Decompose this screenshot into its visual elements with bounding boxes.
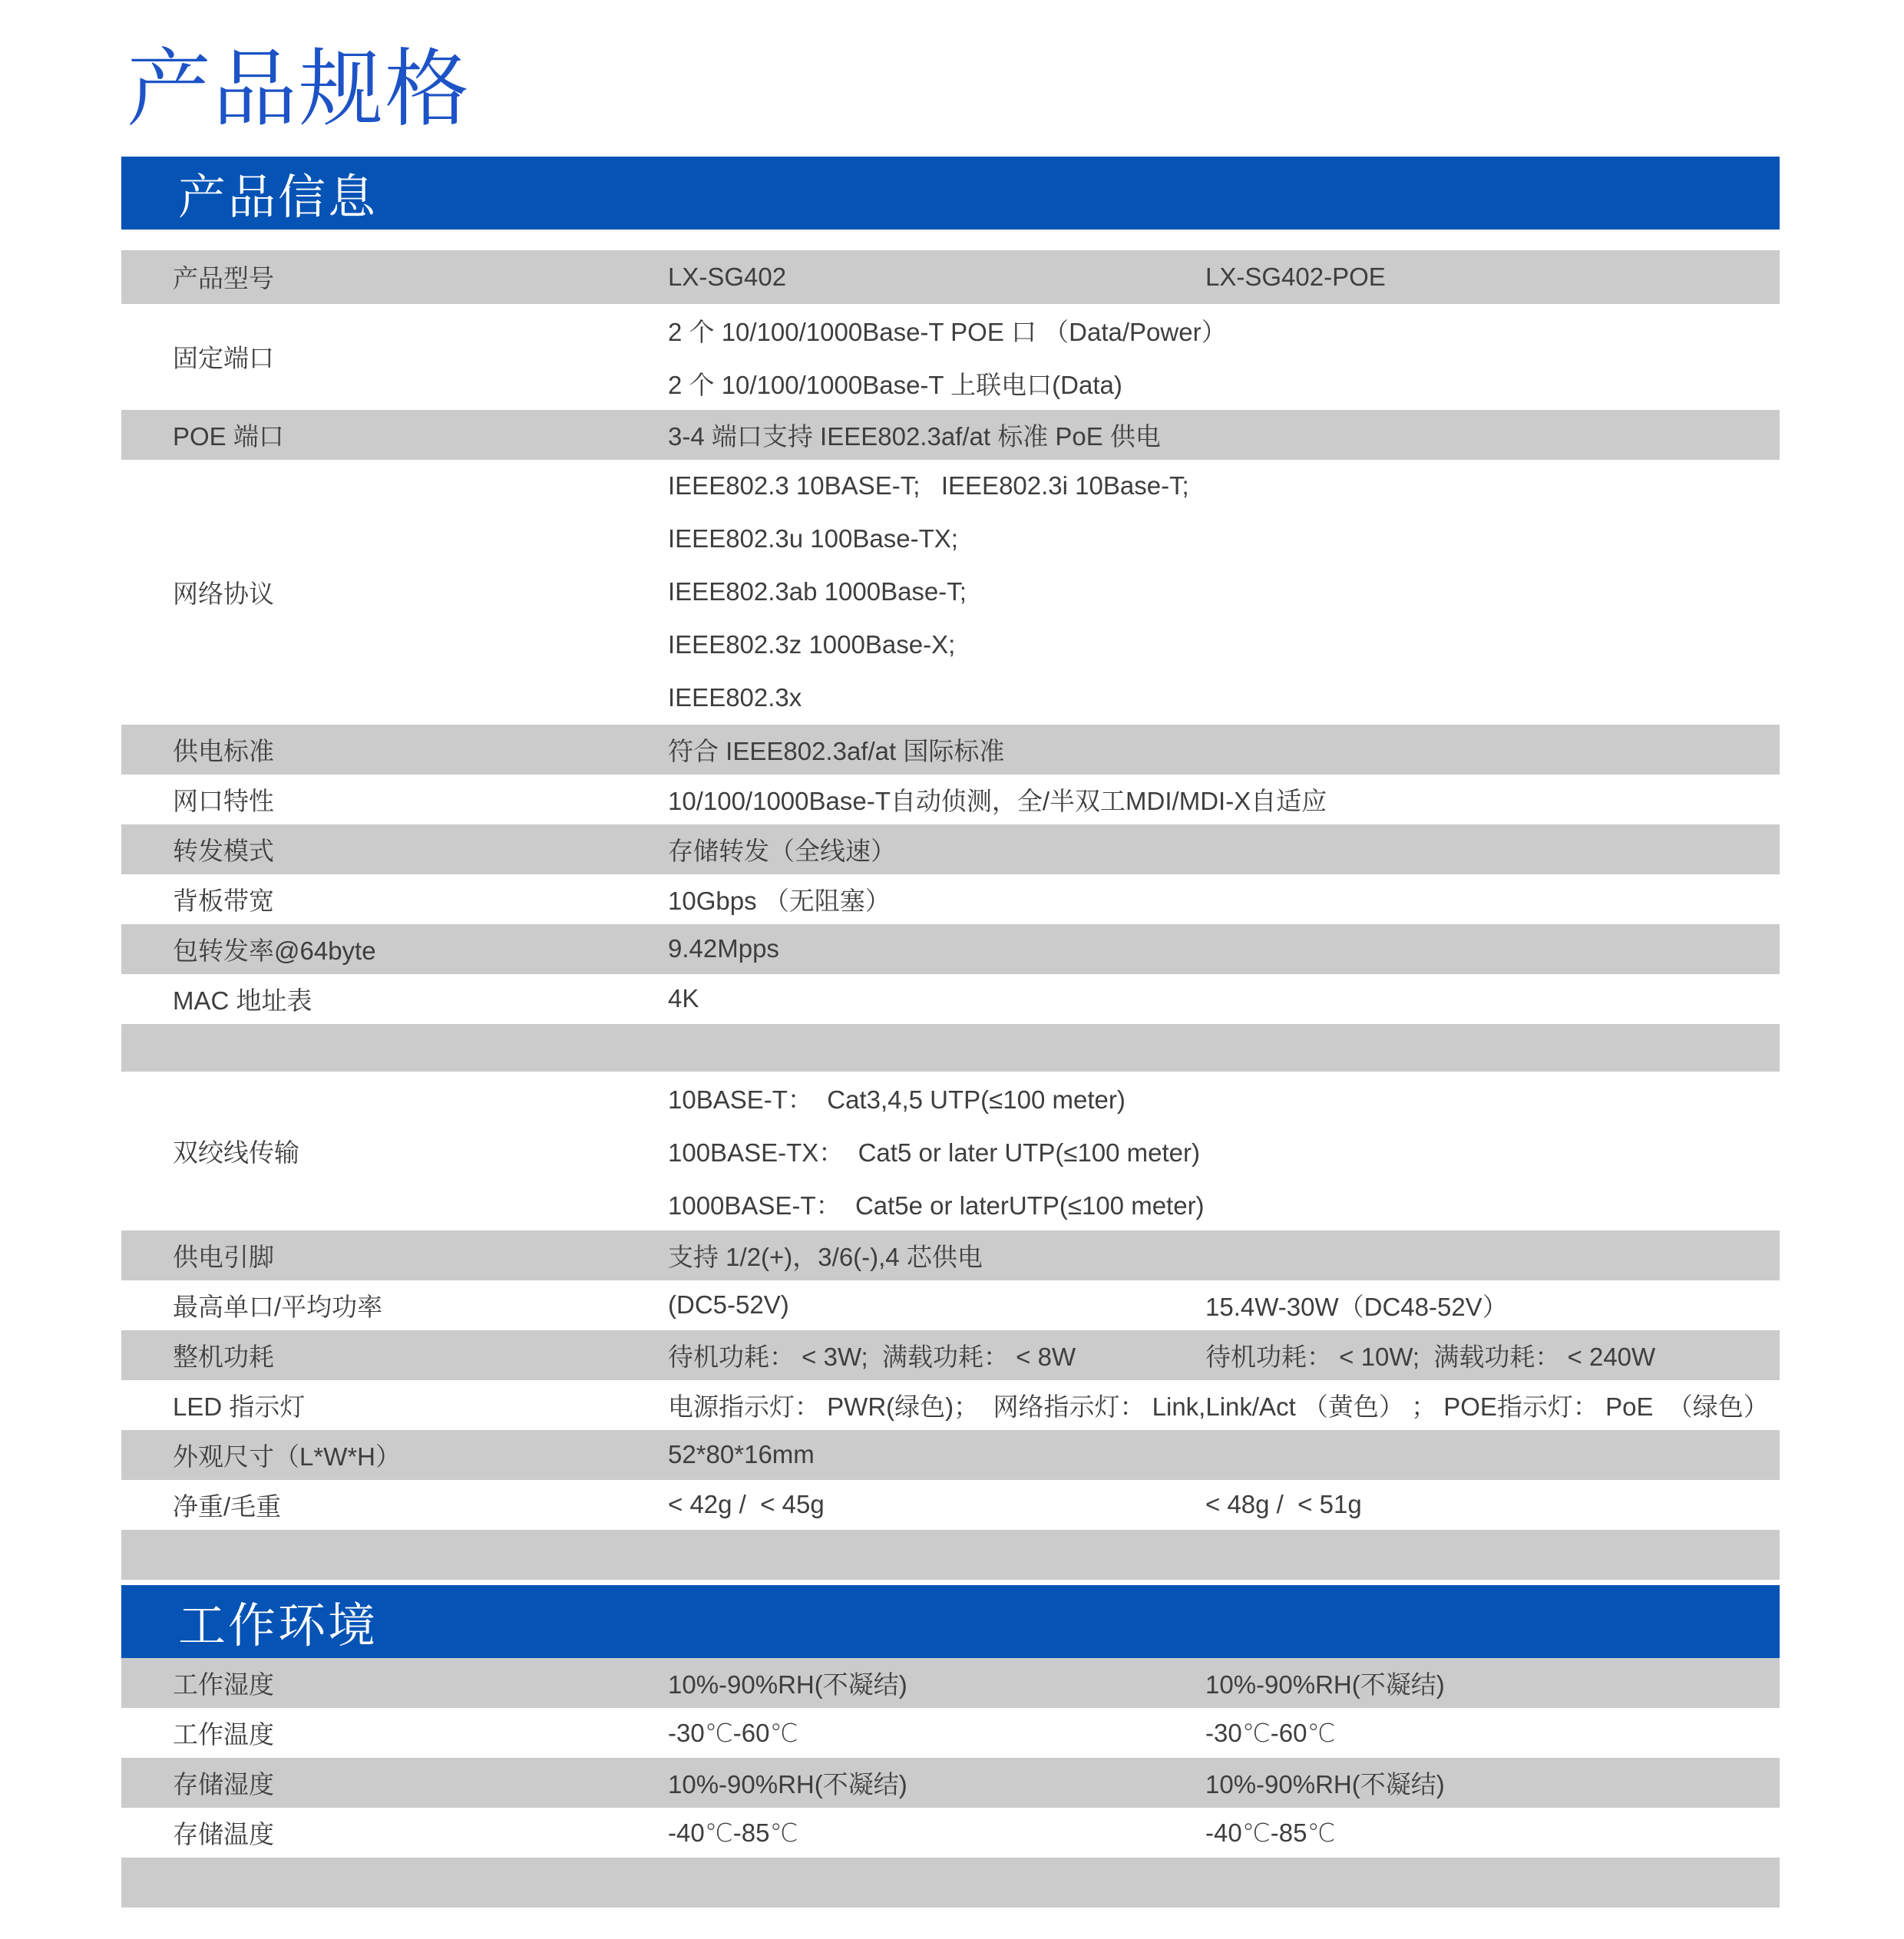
- row-value: 存储转发（全线速）: [668, 836, 896, 865]
- spec-document: [121, 157, 1780, 1908]
- table-row-spacer: [121, 1530, 1780, 1580]
- row-value: IEEE802.3z 1000Base-X;: [668, 630, 956, 659]
- row-value: 支持 1/2(+)，3/6(-),4 芯供电: [668, 1242, 983, 1271]
- table-row-mac-table: [121, 974, 1780, 1024]
- table-row-max-power: [121, 1280, 1780, 1330]
- row-value: 1000BASE-T： Cat5e or laterUTP(≤100 meter): [668, 1191, 1205, 1220]
- row-label: 存储温度: [173, 1819, 274, 1848]
- section-banner-work-environment: 工作环境: [121, 1585, 1780, 1658]
- table-row-model: [121, 250, 1780, 304]
- table-row-operating-humidity: [121, 1658, 1780, 1708]
- row-label: 网口特性: [173, 786, 274, 815]
- row-value: 4K: [668, 984, 699, 1013]
- row-label: 工作湿度: [173, 1670, 274, 1699]
- table-row-packet-rate: [121, 924, 1780, 974]
- row-value: 10Gbps （无阻塞）: [668, 886, 891, 915]
- row-value: 52*80*16mm: [668, 1440, 815, 1469]
- row-value: -30℃-60℃: [1205, 1718, 1336, 1747]
- work-environment-table: [121, 1658, 1780, 1908]
- row-label: 双绞线传输: [173, 1138, 299, 1167]
- row-label: 转发模式: [173, 836, 274, 865]
- row-value: 2 个 10/100/1000Base-T POE 口 （Data/Power）: [668, 317, 1227, 346]
- row-value: < 48g / < 51g: [1205, 1490, 1362, 1519]
- table-row-poe-ports: [121, 410, 1780, 460]
- row-value: LX-SG402-POE: [1205, 262, 1386, 291]
- row-value: 电源指示灯： PWR(绿色)； 网络指示灯： Link,Link/Act （黄色） ； POE指示灯： PoE （绿色）: [668, 1392, 1769, 1421]
- row-label: 工作温度: [173, 1719, 274, 1749]
- table-row-led-indicators: [121, 1380, 1780, 1430]
- page-title: 产品规格: [127, 42, 471, 137]
- row-label: 外观尺寸（L*W*H）: [173, 1442, 402, 1471]
- table-row-spacer: [121, 1858, 1780, 1908]
- table-row-dimensions: [121, 1430, 1780, 1480]
- row-label: 存储湿度: [173, 1769, 274, 1799]
- row-label: 整机功耗: [173, 1342, 274, 1371]
- row-value: IEEE802.3u 100Base-TX;: [668, 524, 958, 553]
- table-row-forwarding-mode: [121, 824, 1780, 874]
- table-row-spacer: [121, 1024, 1780, 1072]
- row-value: -40℃-85℃: [668, 1818, 798, 1847]
- row-label: POE 端口: [173, 421, 284, 451]
- row-value: 待机功耗： < 10W; 满载功耗： < 240W: [1205, 1342, 1656, 1371]
- row-value: IEEE802.3x: [668, 683, 802, 712]
- row-value: 10%-90%RH(不凝结): [1205, 1769, 1445, 1799]
- row-value: IEEE802.3 10BASE-T; IEEE802.3i 10Base-T;: [668, 471, 1189, 500]
- row-label: 产品型号: [173, 264, 274, 293]
- row-value: 100BASE-TX： Cat5 or later UTP(≤100 meter): [668, 1138, 1201, 1167]
- product-info-table: [121, 250, 1780, 1580]
- table-row-backplane-bandwidth: [121, 874, 1780, 924]
- row-value: 10BASE-T： Cat3,4,5 UTP(≤100 meter): [668, 1085, 1126, 1114]
- table-row-power-standard: [121, 725, 1780, 775]
- section-banner-product-info: 产品信息: [121, 157, 1780, 230]
- row-value: 3-4 端口支持 IEEE802.3af/at 标准 PoE 供电: [668, 421, 1161, 451]
- row-value: 10/100/1000Base-T自动侦测，全/半双工MDI/MDI-X自适应: [668, 786, 1327, 815]
- row-label: 固定端口: [173, 344, 274, 373]
- row-label: 背板带宽: [173, 886, 274, 915]
- row-label: 包转发率@64byte: [173, 936, 376, 965]
- row-value: 待机功耗： < 3W; 满载功耗： < 8W: [668, 1342, 1076, 1371]
- row-label: 网络协议: [173, 579, 274, 608]
- row-label: 供电引脚: [173, 1242, 274, 1271]
- row-value: LX-SG402: [668, 262, 787, 291]
- row-value: -30℃-60℃: [668, 1718, 798, 1747]
- row-value: -40℃-85℃: [1205, 1818, 1336, 1847]
- table-row-storage-humidity: [121, 1758, 1780, 1808]
- row-label: 净重/毛重: [173, 1491, 282, 1521]
- row-value: 符合 IEEE802.3af/at 国际标准: [668, 736, 1005, 765]
- table-row-network-protocols: [121, 460, 1780, 725]
- table-row-power-pins: [121, 1230, 1780, 1280]
- row-label: 供电标准: [173, 736, 274, 765]
- table-row-twisted-pair: [121, 1072, 1780, 1230]
- table-row-total-power: [121, 1330, 1780, 1380]
- row-label: 最高单口/平均功率: [173, 1292, 383, 1321]
- row-value: 9.42Mpps: [668, 934, 779, 963]
- row-value: < 42g / < 45g: [668, 1490, 825, 1519]
- row-value: 15.4W-30W（DC48-52V）: [1205, 1292, 1508, 1321]
- row-value: 2 个 10/100/1000Base-T 上联电口(Data): [668, 370, 1122, 399]
- table-row-operating-temperature: [121, 1708, 1780, 1758]
- row-value: IEEE802.3ab 1000Base-T;: [668, 577, 967, 606]
- row-label: LED 指示灯: [173, 1392, 306, 1421]
- table-row-weight: [121, 1480, 1780, 1530]
- row-value: 10%-90%RH(不凝结): [668, 1769, 907, 1799]
- row-value: 10%-90%RH(不凝结): [668, 1670, 907, 1699]
- table-row-fixed-ports: [121, 304, 1780, 410]
- table-row-storage-temperature: [121, 1808, 1780, 1858]
- row-value: (DC5-52V): [668, 1290, 789, 1320]
- row-label: MAC 地址表: [173, 986, 312, 1015]
- table-row-port-features: [121, 775, 1780, 824]
- row-value: 10%-90%RH(不凝结): [1205, 1670, 1445, 1699]
